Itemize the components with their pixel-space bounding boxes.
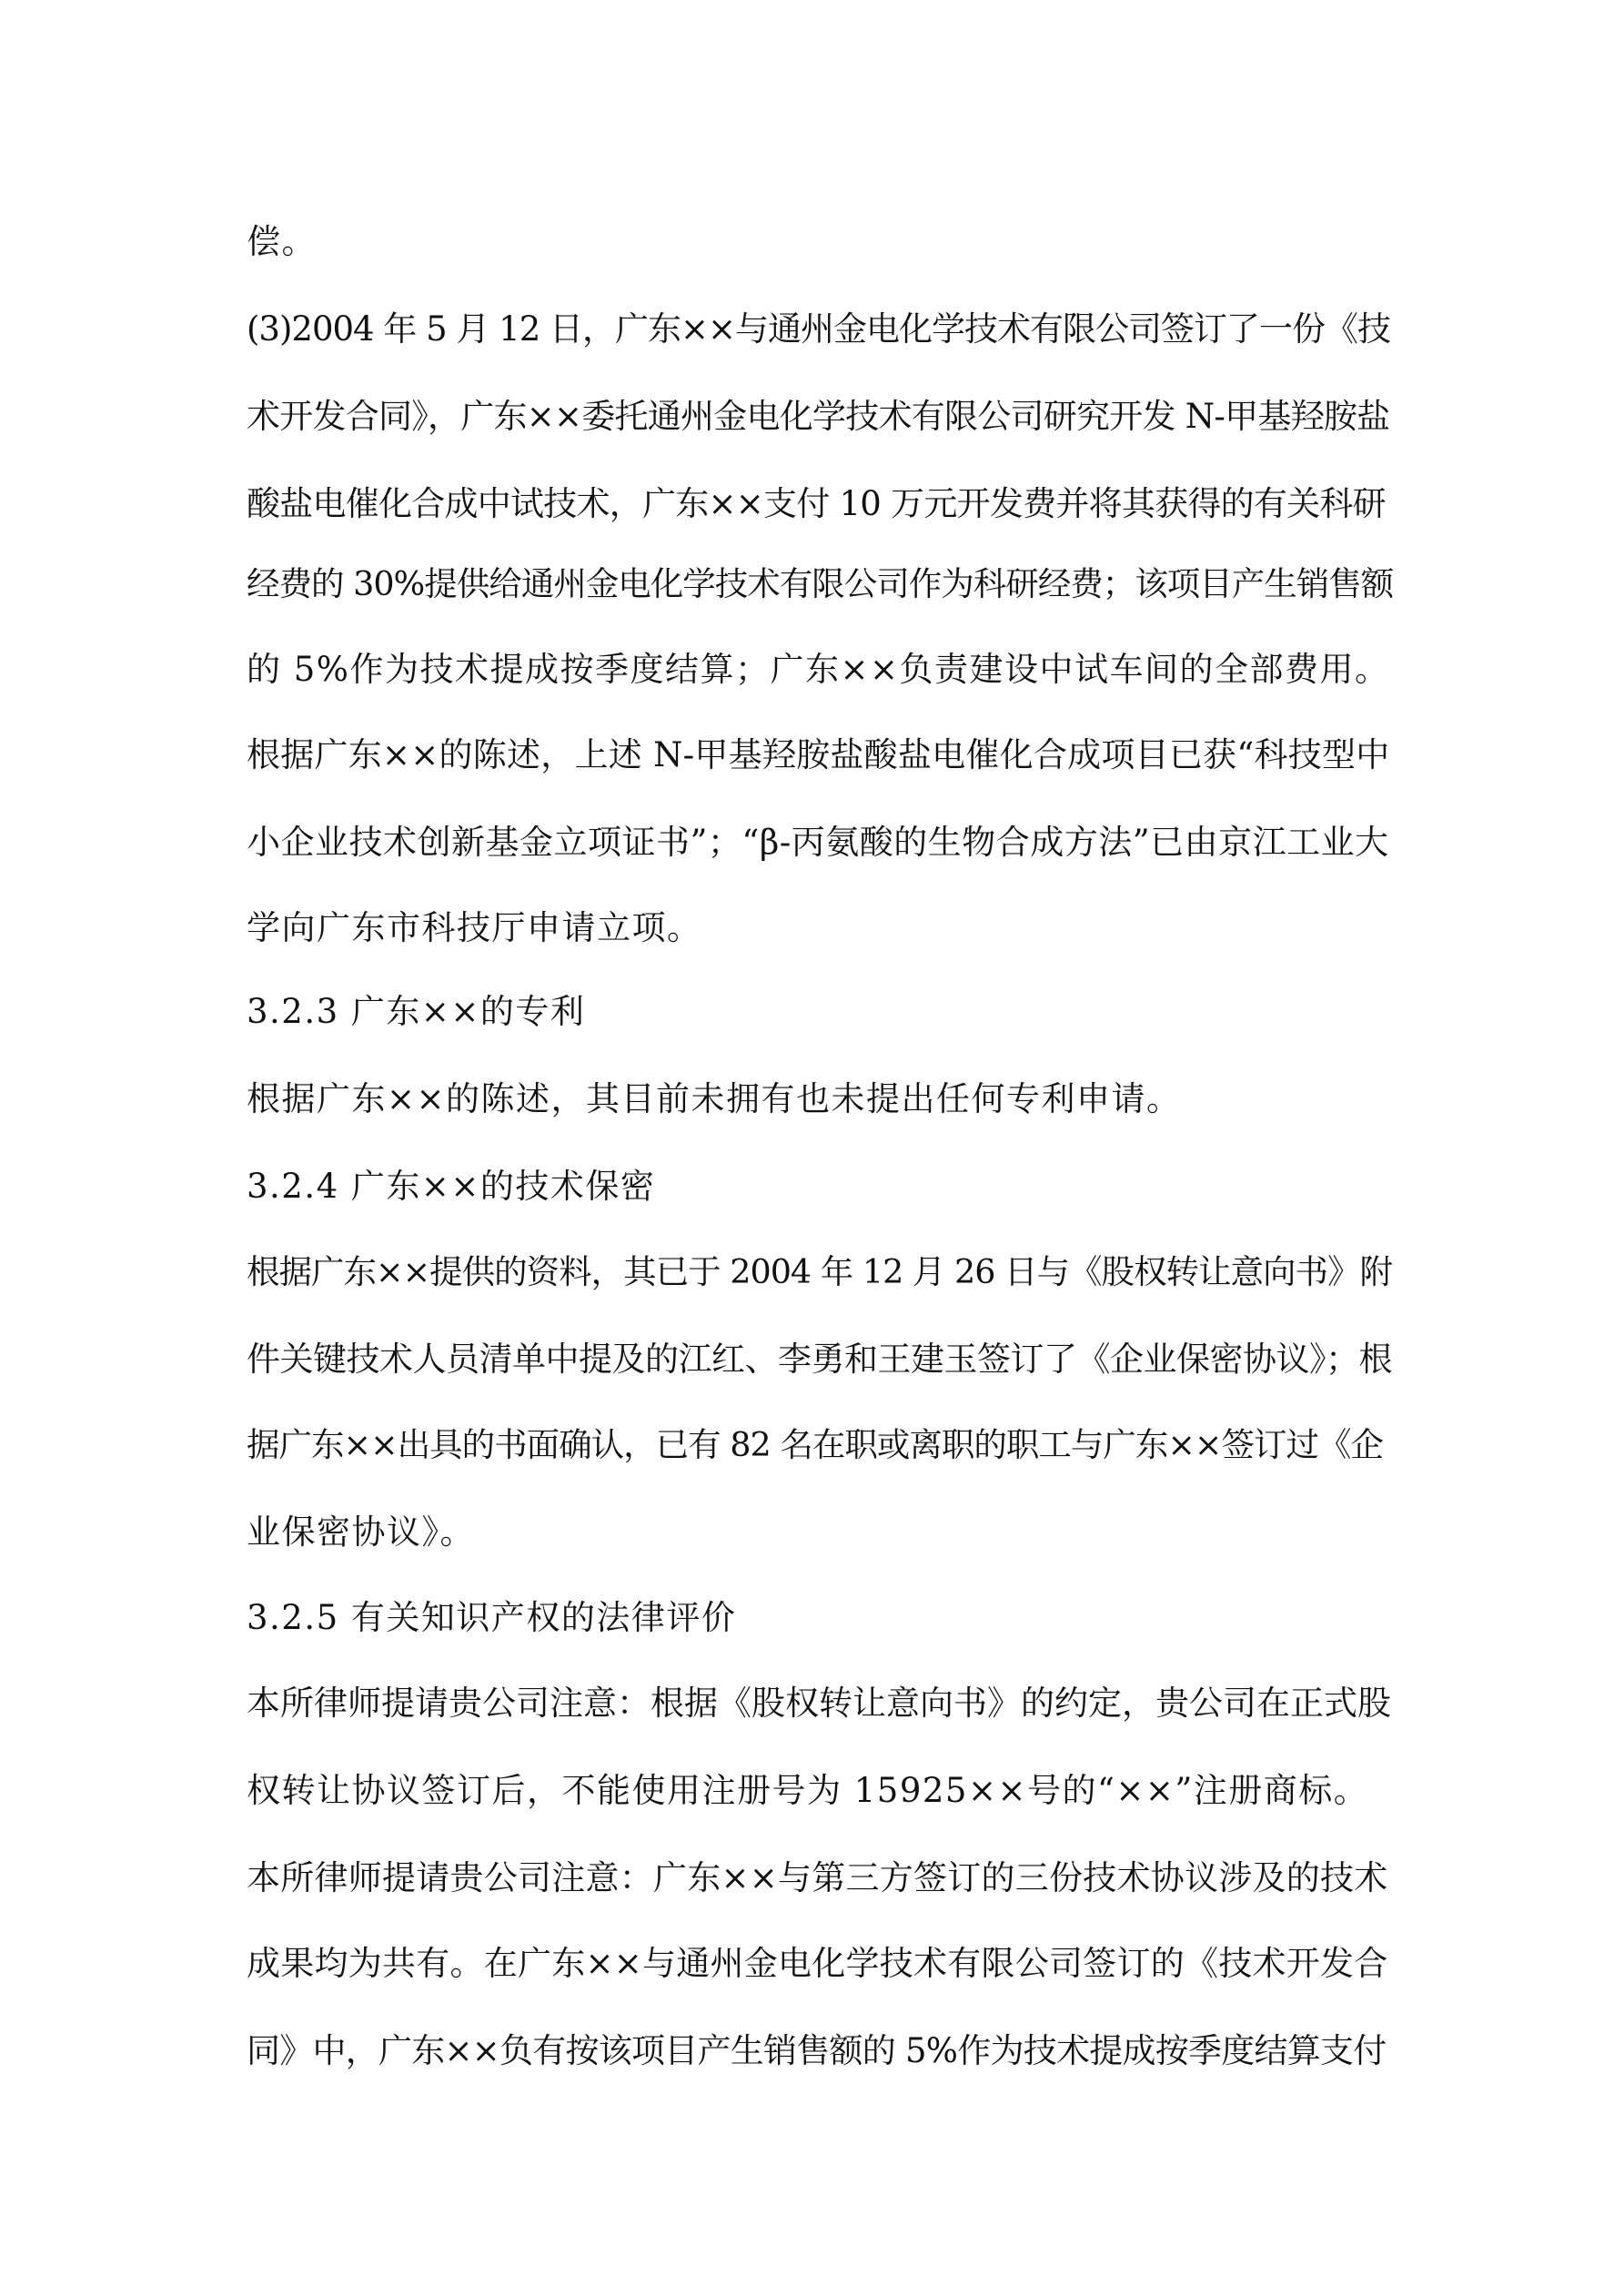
text-line: 偿。 (247, 222, 317, 261)
text-line: 术开发合同》，广东××委托通州金电化学技术有限公司研究开发 N-甲基羟胺盐 (247, 397, 1390, 436)
text-line: 酸盐电催化合成中试技术，广东××支付 10 万元开发费并将其获得的有关科研 (247, 484, 1386, 523)
text-line: (3)2004 年 5 月 12 日，广东××与通州金电化学技术有限公司签订了一份《技 (247, 309, 1391, 349)
section-heading-3-2-3: 3.2.3 广东××的专利 (247, 992, 586, 1031)
section-heading-3-2-4: 3.2.4 广东××的技术保密 (247, 1167, 656, 1206)
text-line: 本所律师提请贵公司注意：根据《股权转让意向书》的约定，贵公司在正式股 (247, 1684, 1391, 1723)
text-line: 同》中，广东××负有按该项目产生销售额的 5%作为技术提成按季度结算支付 (247, 2031, 1387, 2070)
text-line: 件关键技术人员清单中提及的江红、李勇和王建玉签订了《企业保密协议》；根 (247, 1340, 1392, 1379)
text-line: 经费的 30%提供给通州金电化学技术有限公司作为科研经费；该项目产生销售额 (247, 564, 1394, 603)
text-line: 学向广东市科技厅申请立项。 (247, 908, 702, 947)
text-line: 据广东××出具的书面确认，已有 82 名在职或离职的职工与广东××签订过《企 (247, 1425, 1383, 1464)
text-line: 根据广东××的陈述，其目前未拥有也未提出任何专利申请。 (247, 1079, 1182, 1118)
text-line: 成果均为共有。在广东××与通州金电化学技术有限公司签订的《技术开发合 (247, 1944, 1388, 1983)
text-line: 的 5%作为技术提成按季度结算；广东××负责建设中试车间的全部费用。 (247, 650, 1390, 689)
text-line: 本所律师提请贵公司注意：广东××与第三方签订的三份技术协议涉及的技术 (247, 1858, 1388, 1897)
text-line: 权转让协议签订后，不能使用注册号为 15925××号的“××”注册商标。 (247, 1771, 1369, 1810)
section-heading-3-2-5: 3.2.5 有关知识产权的法律评价 (247, 1598, 737, 1637)
text-line: 业保密协议》。 (247, 1512, 475, 1552)
text-line: 根据广东××的陈述，上述 N-甲基羟胺盐酸盐电催化合成项目已获“科技型中 (247, 735, 1390, 774)
text-line: 小企业技术创新基金立项证书”；“β-丙氨酸的生物合成方法”已由京江工业大 (247, 823, 1389, 862)
text-line: 根据广东××提供的资料，其已于 2004 年 12 月 26 日与《股权转让意向书》附 (247, 1252, 1393, 1291)
